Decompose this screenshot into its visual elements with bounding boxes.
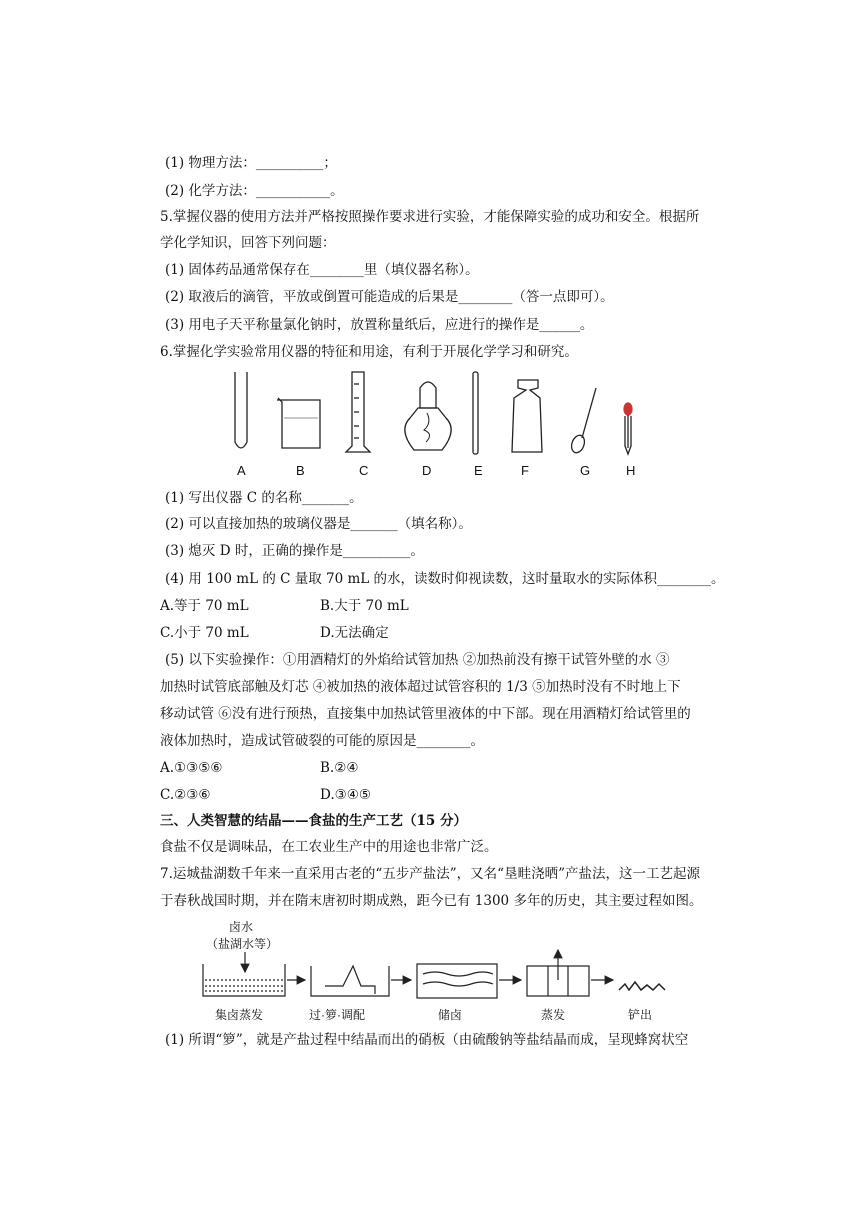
apparatus-label-e: E [474,463,483,478]
flow-step-label: 集卤蒸发 [215,1008,264,1022]
apparatus-label-b: B [296,463,305,478]
q6-5-option-d: D.③④⑤ [320,787,371,803]
test-tube-icon [235,372,247,448]
q4-part1: (1) 物理方法：__________； [165,155,337,171]
apparatus-figure [220,368,650,458]
q6-4-option-b: B.大于 70 mL [320,598,409,614]
apparatus-label-a: A [237,463,246,478]
q5-intro-line1: 5.掌握仪器的使用方法并严格按照操作要求进行实验，才能保障实验的成功和安全。根据所 [160,209,700,225]
q6-part5-line4: 液体加热时，造成试管破裂的可能的原因是________。 [160,733,484,749]
section3-title: 三、人类智慧的结晶——食盐的生产工艺（15 分） [160,813,467,829]
q6-part1: (1) 写出仪器 C 的名称_______。 [165,490,363,506]
q5-part3: (3) 用电子天平称量氯化钠时，放置称量纸后，应进行的操作是______。 [165,317,594,333]
q6-4-option-d: D.无法确定 [320,625,389,641]
q6-part3: (3) 熄灭 D 时，正确的操作是__________。 [165,543,424,559]
q4-part2: (2) 化学方法：___________。 [165,183,344,199]
dropper-icon [624,403,632,454]
apparatus-label-g: G [580,463,591,478]
salt-process-diagram [195,950,675,1005]
flow-step-label: 过·箩·调配 [309,1008,365,1022]
q6-part5-line2: 加热时试管底部触及灯芯 ④被加热的液体超过试管容积的 1/3 ⑤加热时没有不时地上下 [160,679,681,695]
apparatus-label-d: D [422,463,432,478]
q6-part5-line1: (5) 以下实验操作：①用酒精灯的外焰给试管加热 ②加热前没有擦干试管外壁的水 ③ [165,652,670,668]
q6-part2: (2) 可以直接加热的玻璃仪器是_______（填名称）。 [165,516,472,532]
apparatus-label-c: C [359,463,369,478]
glass-rod-icon [473,372,478,454]
q7-part1: (1) 所谓“箩”，就是产盐过程中结晶而出的硝板（由硫酸钠等盐结晶而成，呈现蜂窝状空 [165,1032,689,1048]
q6-part5-line3: 移动试管 ⑥没有进行预热，直接集中加热试管里液体的中下部。现在用酒精灯给试管里的 [160,706,691,722]
flow-input-sublabel: （盐湖水等） [206,937,279,951]
q6-5-option-b: B.②④ [320,760,359,776]
apparatus-label-h: H [626,463,636,478]
alcohol-lamp-icon [405,382,451,450]
section3-intro: 食盐不仅是调味品，在工农业生产中的用途也非常广泛。 [160,839,498,855]
q5-part1: (1) 固体药品通常保存在________里（填仪器名称）。 [165,262,479,278]
flow-step-label: 储卤 [438,1008,463,1022]
reagent-bottle-icon [512,380,542,452]
q5-intro-line2: 学化学知识，回答下列问题： [160,235,336,251]
flow-input-label: 卤水 [229,920,254,934]
q6-4-option-c: C.小于 70 mL [160,625,249,641]
q7-line2: 于春秋战国时期，并在隋末唐初时期成熟，距今已有 1300 多年的历史，其主要过程如图。 [160,893,703,909]
q7-line1: 7.运城盐湖数千年来一直采用古老的“五步产盐法”，又名“垦畦浇晒”产盐法，这一工艺起源 [160,866,700,882]
apparatus-label-f: F [521,463,529,478]
q5-part2: (2) 取液后的滴管，平放或倒置可能造成的后果是________（答一点即可）。 [165,289,614,305]
q6-4-option-a: A.等于 70 mL [160,598,249,614]
q6-5-option-a: A.①③⑤⑥ [160,760,223,776]
q6-part4: (4) 用 100 mL 的 C 量取 70 mL 的水，读数时仰视读数，这时量取水的实际体积________。 [165,571,725,587]
q6-5-option-c: C.②③⑥ [160,787,211,803]
flow-step-label: 蒸发 [541,1008,566,1022]
beaker-icon [277,398,320,448]
flow-step-label: 铲出 [628,1008,653,1022]
q6-intro: 6.掌握化学实验常用仪器的特征和用途，有利于开展化学学习和研究。 [160,344,578,360]
medicine-spoon-icon [569,388,596,455]
